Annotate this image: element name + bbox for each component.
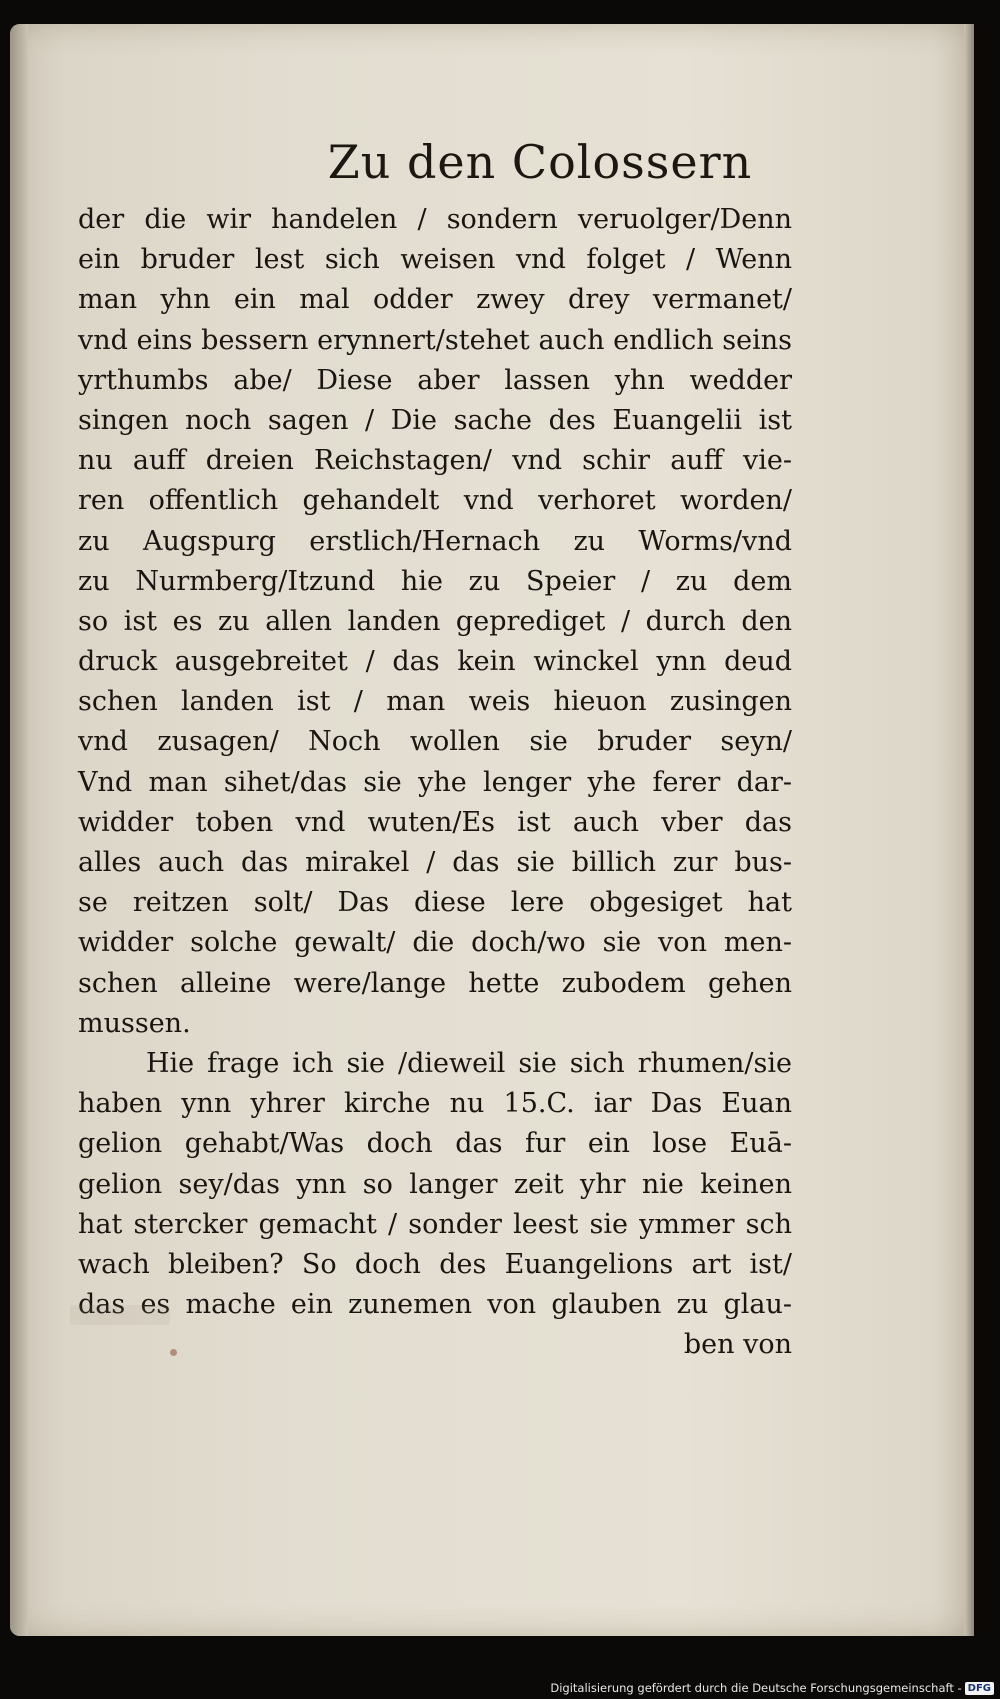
text-line: ein bruder lest sich weisen vnd folget / Wenn: [78, 244, 792, 276]
text-line: vnd eins bessern erynnert/stehet auch endlich seins: [78, 324, 792, 356]
text-line: zu Nurmberg/Itzund hie zu Speier / zu dem: [78, 565, 792, 597]
text-line: das es mache ein zunemen von glauben zu glau-: [78, 1289, 792, 1321]
text-line: schen landen ist / man weis hieuon zusingen: [78, 686, 792, 718]
running-header: Zu den Colossern: [327, 135, 753, 189]
text-line: zu Augspurg erstlich/Hernach zu Worms/vnd: [78, 525, 792, 557]
text-line: alles auch das mirakel / das sie billich zur bus-: [78, 847, 792, 878]
page-edge-left: [10, 24, 28, 1636]
text-line: wach bleiben? So doch des Euangelions art ist/: [78, 1248, 792, 1280]
text-line: widder toben vnd wuten/Es ist auch vber das: [78, 806, 792, 838]
text-line: nu auff dreien Reichstagen/ vnd schir auff vie-: [78, 445, 792, 477]
text-line: gelion gehabt/Was doch das fur ein lose Euā-: [78, 1128, 792, 1160]
text-line: se reitzen solt/ Das diese lere obgesiget hat: [78, 887, 792, 919]
text-line: Vnd man sihet/das sie yhe lenger yhe ferer dar-: [78, 766, 792, 798]
text-line: hat stercker gemacht / sonder leest sie ymmer sch: [78, 1208, 792, 1240]
text-line: ren offentlich gehandelt vnd verhoret worden/: [78, 485, 792, 517]
text-line: der die wir handelen / sondern veruolger/Denn: [78, 204, 792, 235]
text-line: schen alleine were/lange hette zubodem gehen: [78, 967, 792, 999]
text-line: mussen.: [78, 1007, 191, 1039]
catchword: ben von: [683, 1329, 792, 1361]
dfg-logo: DFG: [965, 1682, 994, 1695]
digitization-credit: [550, 1681, 994, 1695]
text-line: so ist es zu allen landen geprediget / durch den: [78, 605, 792, 637]
ink-bleed-mark: [70, 1305, 170, 1325]
paragraph-start-line: Hie frage ich sie /dieweil sie sich rhumen/sie: [146, 1047, 792, 1079]
text-line: druck ausgebreitet / das kein winckel ynn deud: [78, 646, 792, 678]
credit-text: Digitalisierung gefördert durch die Deutsche Forschungsgemeinschaft -: [550, 1681, 962, 1695]
page-edge-right: [964, 24, 974, 1636]
text-line: vnd zusagen/ Noch wollen sie bruder seyn/: [78, 726, 792, 758]
text-line: singen noch sagen / Die sache des Euangelii ist: [78, 404, 792, 436]
text-line: haben ynn yhrer kirche nu 15.C. iar Das Euan: [78, 1088, 792, 1120]
text-line: widder solche gewalt/ die doch/wo sie von men-: [78, 927, 792, 959]
text-line: man yhn ein mal odder zwey drey vermanet/: [78, 284, 792, 316]
text-line: yrthumbs abe/ Diese aber lassen yhn wedder: [78, 364, 792, 396]
body-text: [78, 200, 792, 1365]
text-line: gelion sey/das ynn so langer zeit yhr nie keinen: [78, 1168, 792, 1200]
ink-spot: [170, 1349, 177, 1356]
